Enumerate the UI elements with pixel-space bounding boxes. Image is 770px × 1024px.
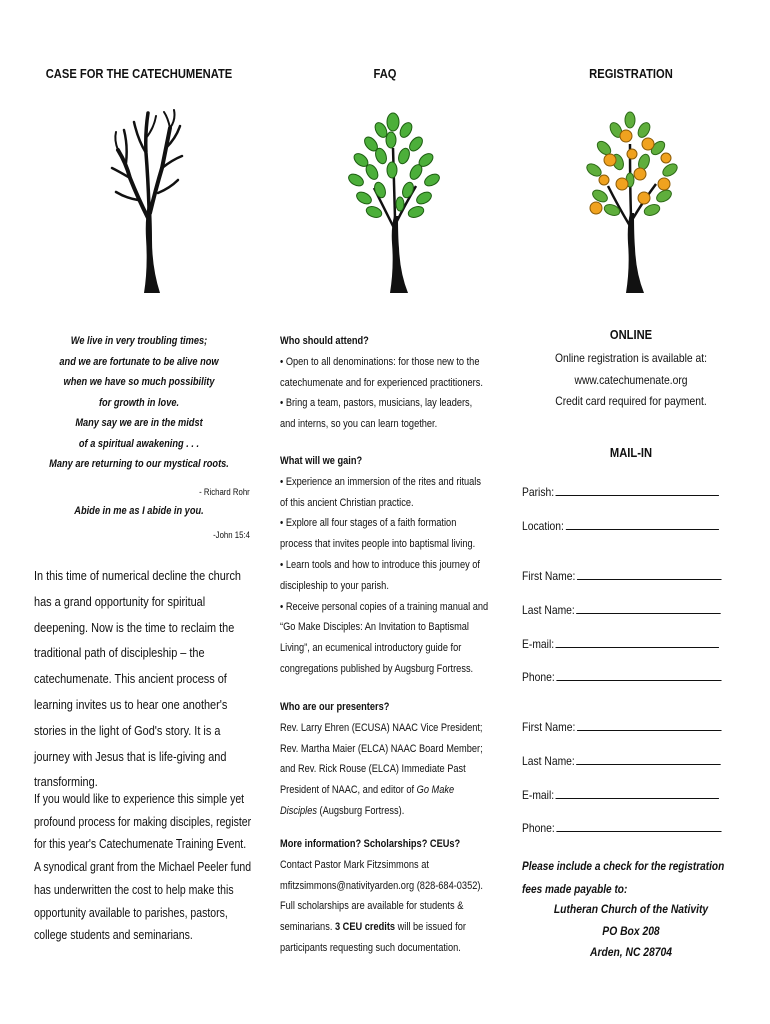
faq-question: What will we gain? [280, 455, 363, 467]
faq-bullet: • Explore all four stages of a faith formation process that invites people into baptismal living. [280, 517, 476, 551]
last-name-field-2[interactable]: Last Name: [522, 754, 737, 768]
faq-presenters: Who are our presenters? Rev. Larry Ehren (ECUSA) NAAC Vice President; Rev. Martha Maier (ELCA) NAAC Board Member; and Rev. Rick Rouse (ELCA) Immediate Past President of NAAC, and editor of Go Make Disciples (Augsburg Fortress). [280, 697, 490, 822]
quote-line: for growth in love. [98, 396, 180, 409]
quote-line: Many are returning to our mystical roots. [49, 458, 229, 470]
phone-field[interactable]: Phone: [522, 670, 737, 684]
faq-bullet: • Experience an immersion of the rites and rituals of this ancient Christian practice. [280, 475, 481, 509]
leafy-tree-icon [346, 108, 441, 293]
ceu-credits: 3 CEU credits [334, 921, 396, 934]
last-name-field[interactable]: Last Name: [522, 603, 737, 617]
phone-field-2[interactable]: Phone: [522, 821, 737, 835]
faq-what-gain [280, 451, 490, 680]
faq-bullet: • Receive personal copies of a training manual and “Go Make Disciples: An Invitation to Baptismal Living”, an ecumenical introductory guide for congregations published by Augsburg Fortress. [280, 600, 489, 675]
faq-who-attend [280, 331, 490, 435]
online-info [537, 348, 724, 413]
verse-attribution: -John 15:4 [213, 530, 250, 541]
first-name-line[interactable] [577, 720, 721, 731]
faq-question: Who are our presenters? [280, 701, 390, 713]
quote-line: of a spiritual awakening . . . [78, 437, 200, 450]
address-line: Arden, NC 28704 [589, 945, 673, 959]
location-field[interactable]: Location: [522, 519, 737, 533]
mail-in-heading: MAIL-IN [609, 445, 653, 460]
phone-line[interactable] [556, 821, 721, 832]
registration-heading: REGISTRATION [589, 66, 673, 81]
mailing-address [537, 899, 724, 964]
first-name-field-2[interactable]: First Name: [522, 720, 737, 734]
first-name-line[interactable] [577, 569, 721, 580]
bare-tree-icon [108, 108, 188, 293]
book-title: Go Make Disciples [280, 784, 455, 817]
quote-line: Many say we are in the midst [75, 417, 203, 429]
online-url[interactable]: www.catechumenate.org [574, 372, 688, 387]
faq-question: Who should attend? [280, 335, 369, 347]
check-payable-note: Please include a check for the registration fees made payable to: [522, 859, 725, 896]
register-paragraph: If you would like to experience this simple yet profound process for making disciples, register for this year's Catechumenate Training Event. A synodical grant from the Michael Peeler fund has underwritten the cost to help make this opportunity available to parishes, pastors, college students and seminarians. [34, 792, 252, 943]
quote-line: and we are fortunate to be alive now [59, 355, 219, 368]
phone-line[interactable] [556, 670, 721, 681]
address-line: PO Box 208 [602, 923, 660, 938]
intro-paragraph: In this time of numerical decline the church has a grand opportunity for spiritual deepening. Now is the time to reclaim the traditional path of discipleship – the catechumenate. This ancient process of learning invites us to hear one another's stories in the light of God's story. It is a journey with Jesus that is life-giving and transforming. [34, 568, 241, 790]
faq-bullet: • Learn tools and how to introduce this journey of discipleship to your parish. [280, 558, 480, 592]
email-field[interactable]: E-mail: [522, 637, 737, 651]
location-line[interactable] [566, 519, 719, 530]
quote-line: We live in very troubling times; [70, 335, 208, 347]
online-line: Online registration is available at: [554, 351, 708, 365]
last-name-line[interactable] [576, 603, 720, 614]
email-field-2[interactable]: E-mail: [522, 788, 737, 802]
parish-field[interactable]: Parish: [522, 485, 737, 499]
email-line[interactable] [556, 788, 719, 799]
case-heading: CASE FOR THE CATECHUMENATE [45, 66, 233, 81]
online-line: Credit card required for payment. [555, 394, 707, 408]
last-name-line[interactable] [576, 754, 720, 765]
quote-line: when we have so much possibility [63, 376, 215, 388]
online-heading: ONLINE [609, 327, 653, 342]
faq-heading: FAQ [373, 66, 397, 81]
fruit-tree-icon [582, 108, 682, 293]
faq-question: More information? Scholarships? CEUs? [280, 838, 461, 850]
rohr-attribution: - Richard Rohr [199, 487, 250, 498]
parish-line[interactable] [556, 485, 719, 496]
abide-verse: Abide in me as I abide in you. [74, 505, 204, 517]
first-name-field[interactable]: First Name: [522, 569, 737, 583]
address-line: Lutheran Church of the Nativity [553, 902, 709, 916]
faq-bullet: • Bring a team, pastors, musicians, lay leaders, and interns, so you can learn together. [280, 397, 473, 431]
faq-bullet: • Open to all denominations: for those new to the catechumenate and for experienced practitioners. [280, 355, 483, 389]
email-line[interactable] [556, 637, 719, 648]
rohr-quote [46, 331, 232, 475]
faq-more-info: More information? Scholarships? CEUs? Contact Pastor Mark Fitzsimmons at mfitzsimmons@nativityarden.org (828-684-0352). Full scholarships are available for students & seminarians. 3 CEU credits will be issued for participants requesting such documentation. [280, 834, 490, 959]
